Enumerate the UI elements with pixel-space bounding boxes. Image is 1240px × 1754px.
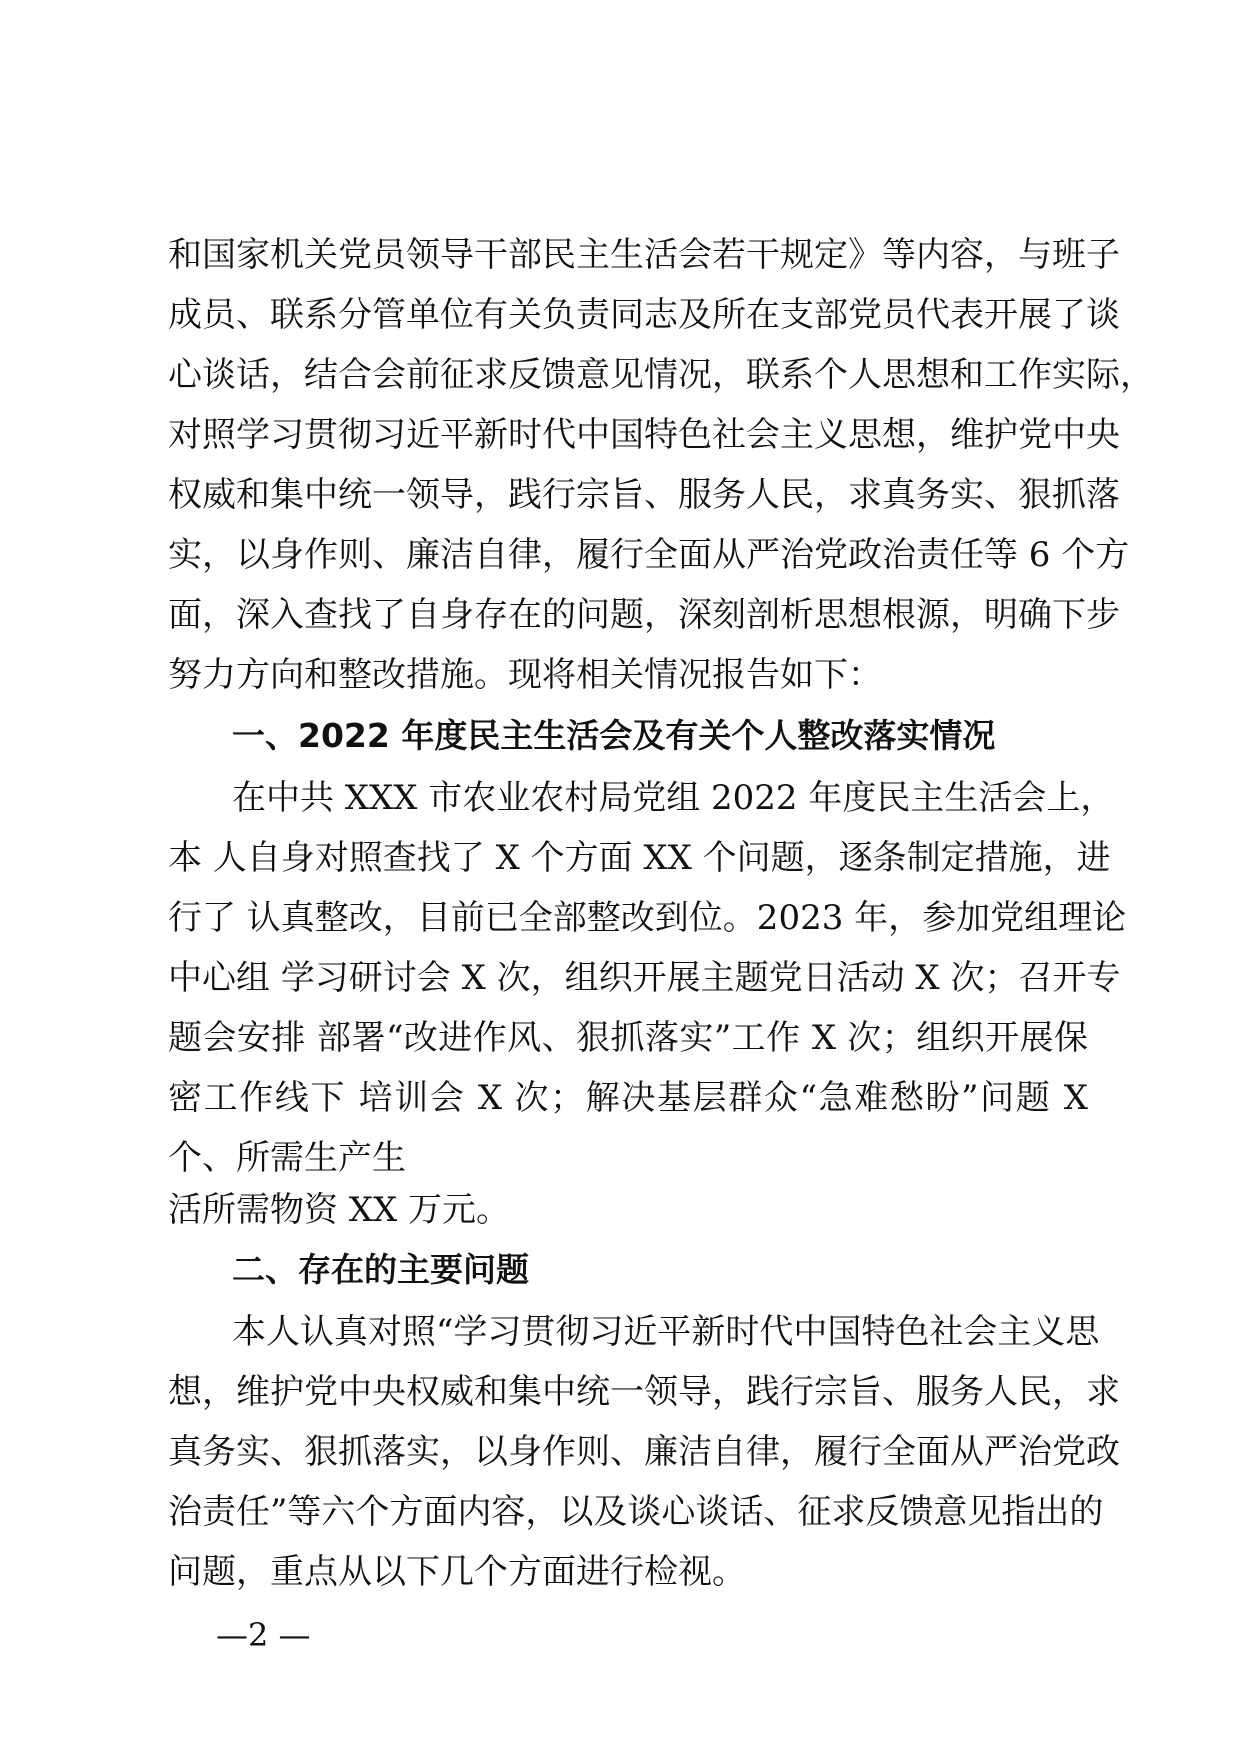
paragraph-2-line: 个、所需生产生 (168, 1138, 406, 1178)
paragraph-1-line: 权威和集中统一领导，践行宗旨、服务人民，求真务实、狠抓落 (168, 475, 1120, 515)
paragraph-1-line: 面，深入查找了自身存在的问题，深刻剖析思想根源，明确下步 (168, 595, 1120, 635)
paragraph-1-line: 努力方向和整改措施。现将相关情况报告如下： (168, 655, 882, 695)
paragraph-3-line: 想，维护党中央权威和集中统一领导，践行宗旨、服务人民，求 (168, 1372, 1120, 1412)
paragraph-2-line: 题会安排 部署“改进作风、狠抓落实”工作 X 次；组织开展保 (168, 1018, 1088, 1058)
paragraph-1-line: 实，以身作则、廉洁自律，履行全面从严治党政治责任等 6 个方 (168, 535, 1130, 575)
paragraph-2-line: 中心组 学习研讨会 X 次，组织开展主题党日活动 X 次；召开专 (168, 958, 1121, 998)
paragraph-3-line: 本人认真对照“学习贯彻习近平新时代中国特色社会主义思 (232, 1312, 1100, 1352)
paragraph-2-line: 本 人自身对照查找了 X 个方面 XX 个问题，逐条制定措施，进 (168, 838, 1111, 878)
paragraph-3-line: 问题，重点从以下几个方面进行检视。 (168, 1552, 746, 1592)
paragraph-1-line: 心谈话，结合会前征求反馈意见情况，联系个人思想和工作实际， (168, 355, 1154, 395)
paragraph-3-line: 治责任”等六个方面内容，以及谈心谈话、征求反馈意见指出的 (168, 1492, 1104, 1532)
page-number: —2 — (216, 1616, 311, 1654)
paragraph-2-line: 行了 认真整改，目前已全部整改到位。2023 年，参加党组理论 (168, 898, 1127, 938)
paragraph-1-line: 和国家机关党员领导干部民主生活会若干规定》等内容，与班子 (168, 235, 1120, 275)
section-heading-2: 二、存在的主要问题 (232, 1250, 529, 1289)
paragraph-1-line: 对照学习贯彻习近平新时代中国特色社会主义思想，维护党中央 (168, 415, 1120, 455)
paragraph-2-line: 在中共 XXX 市农业农村局党组 2022 年度民主生活会上， (232, 778, 1115, 818)
paragraph-2-line: 密工作线下 培训会 X 次；解决基层群众“急难愁盼”问题 X (168, 1078, 1088, 1118)
paragraph-1-line: 成员、联系分管单位有关负责同志及所在支部党员代表开展了谈 (168, 295, 1120, 335)
paragraph-2-line: 活所需物资 XX 万元。 (168, 1190, 511, 1230)
section-heading-1: 一、2022 年度民主生活会及有关个人整改落实情况 (232, 716, 996, 755)
paragraph-3-line: 真务实、狠抓落实，以身作则、廉洁自律，履行全面从严治党政 (168, 1432, 1120, 1472)
